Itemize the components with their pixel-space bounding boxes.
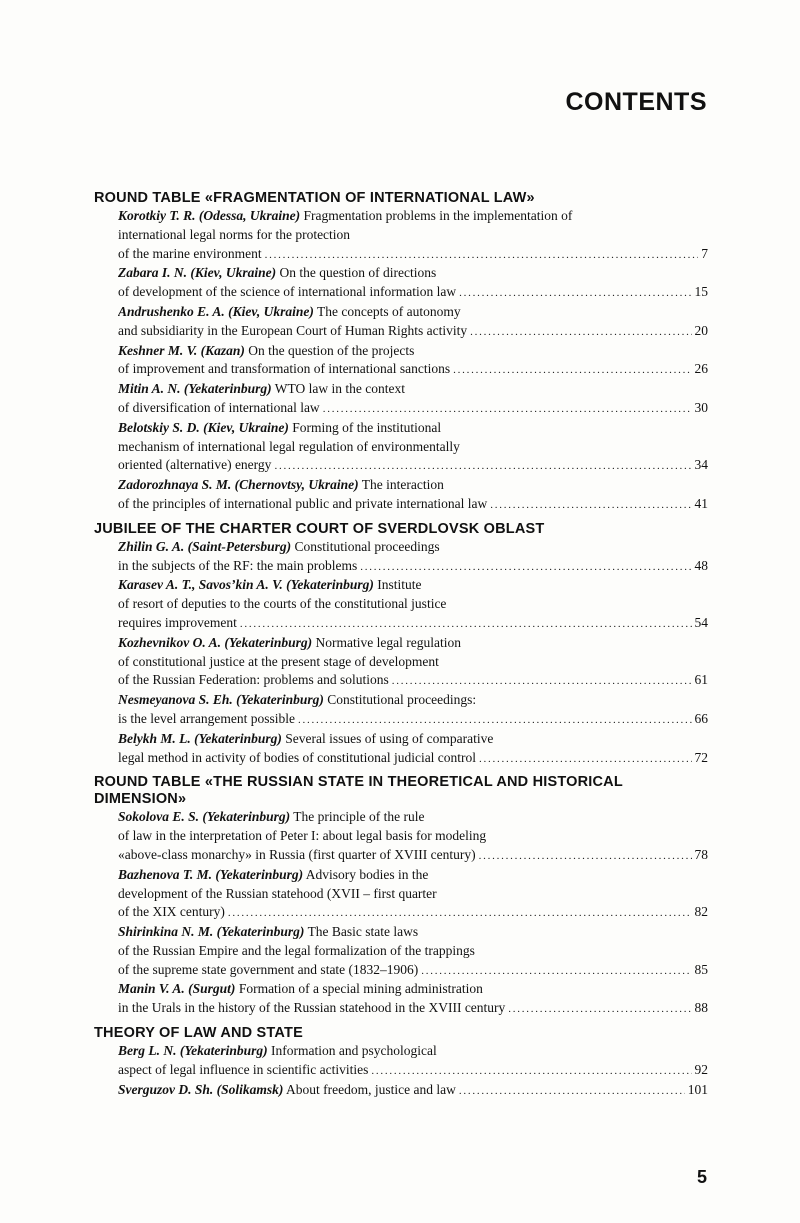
toc-entry[interactable] (118, 576, 708, 633)
entry-title-line: of development of the science of international information law (118, 284, 457, 300)
toc-entry[interactable] (118, 980, 708, 1019)
entry-title-line: of diversification of international law (118, 399, 320, 415)
entry-title-line: The principle of the rule (293, 809, 425, 825)
toc-entry[interactable] (118, 303, 708, 342)
section-title: THEORY OF LAW AND STATE (94, 1025, 303, 1042)
entry-author: Berg L. N. (Yekaterinburg) (118, 1043, 268, 1059)
entry-author: Shirinkina N. M. (Yekaterinburg) (118, 924, 305, 940)
toc-entry[interactable] (118, 1081, 708, 1101)
entry-title-line: Several issues of using of comparative (285, 730, 494, 746)
table-of-contents (94, 190, 708, 1106)
toc-entry[interactable] (118, 923, 708, 980)
section-title: ROUND TABLE «FRAGMENTATION OF INTERNATIONAL LAW» (94, 190, 535, 206)
entry-author: Belykh M. L. (Yekaterinburg) (118, 730, 282, 746)
dot-leader (392, 672, 692, 691)
entry-author: Manin V. A. (Surgut) (118, 981, 236, 997)
entry-title-line: On the question of the projects (248, 342, 415, 358)
entry-title-line: of law in the interpretation of Peter I: about legal basis for modeling (118, 828, 487, 844)
entry-page-number: 82 (694, 904, 708, 920)
entry-title-line: Normative legal regulation (315, 634, 461, 650)
entry-author: Kozhevnikov O. A. (Yekaterinburg) (118, 634, 313, 650)
toc-section (94, 1025, 708, 1100)
entry-author: Keshner M. V. (Kazan) (118, 342, 245, 358)
entry-page-number: 88 (694, 1000, 708, 1016)
dot-leader (421, 962, 691, 981)
entry-author: Sverguzov D. Sh. (Solikamsk) (118, 1081, 284, 1097)
entry-title-line: of the Russian Empire and the legal formalization of the trappings (118, 942, 475, 958)
entry-page-number: 85 (694, 961, 708, 977)
entry-title-line: Forming of the institutional (292, 419, 442, 435)
entry-author: Belotskiy S. D. (Kiev, Ukraine) (118, 419, 289, 435)
entry-title-line: WTO law in the context (274, 381, 406, 397)
toc-section (94, 521, 708, 769)
dot-leader (265, 246, 699, 265)
entry-title-line: The interaction (361, 477, 444, 493)
entry-page-number: 78 (694, 846, 708, 862)
entry-author: Sokolova E. S. (Yekaterinburg) (118, 809, 291, 825)
dot-leader (479, 750, 691, 769)
entry-page-number: 92 (694, 1061, 708, 1077)
toc-entry[interactable] (118, 730, 708, 769)
entry-page-number: 20 (694, 322, 708, 338)
entry-title-line: Advisory bodies in the (305, 866, 429, 882)
dot-leader (323, 400, 692, 419)
dot-leader (298, 711, 692, 730)
entry-page-number: 15 (694, 284, 708, 300)
entry-title-line: About freedom, justice and law (286, 1081, 456, 1097)
entry-title-line: Fragmentation problems in the implementation of (303, 208, 573, 223)
entry-author: Bazhenova T. M. (Yekaterinburg) (118, 866, 304, 882)
toc-entry[interactable] (118, 691, 708, 730)
toc-entry[interactable] (118, 866, 708, 923)
entry-page-number: 7 (701, 245, 708, 261)
entry-title-line: legal method in activity of bodies of constitutional judicial control (118, 749, 477, 765)
entry-author: Andrushenko E. A. (Kiev, Ukraine) (118, 303, 314, 319)
entry-title-line: in the Urals in the history of the Russian statehood in the XVIII century (118, 1000, 506, 1016)
toc-entry[interactable] (118, 634, 708, 691)
page-number: 5 (696, 1167, 707, 1187)
dot-leader (490, 496, 691, 515)
dot-leader (360, 558, 691, 577)
entry-author: Zabara I. N. (Kiev, Ukraine) (118, 265, 277, 281)
entry-title-line: development of the Russian statehood (XVII – first quarter (118, 885, 437, 901)
toc-entry[interactable] (118, 1042, 708, 1081)
entry-title-line: mechanism of international legal regulation of environmentally (118, 438, 460, 454)
toc-section (94, 774, 708, 1019)
toc-entry[interactable] (118, 808, 708, 865)
dot-leader (459, 1082, 685, 1101)
entry-title-line: and subsidiarity in the European Court of Human Rights activity (118, 322, 468, 338)
entry-title-line: Information and psychological (271, 1043, 437, 1059)
dot-leader (228, 904, 692, 923)
entry-title-line: The concepts of autonomy (317, 303, 461, 319)
entry-title-line: Constitutional proceedings: (327, 692, 477, 708)
entry-page-number: 54 (694, 614, 708, 630)
entry-title-line: of the marine environment (118, 245, 262, 261)
entry-page-number: 30 (694, 399, 708, 415)
toc-entry[interactable] (118, 380, 708, 419)
toc-entry[interactable] (118, 476, 708, 515)
entry-title-line: The Basic state laws (307, 924, 419, 940)
toc-entry[interactable] (118, 419, 708, 476)
dot-leader (479, 847, 692, 866)
entry-author: Karasev A. T., Savos’kin A. V. (Yekaterinburg) (118, 577, 374, 593)
toc-section (94, 190, 708, 515)
dot-leader (459, 284, 691, 303)
dot-leader (453, 361, 691, 380)
entry-title-line: of the supreme state government and state (1832–1906) (118, 961, 419, 977)
entry-title-line: requires improvement (118, 614, 237, 630)
entry-title-line: in the subjects of the RF: the main problems (118, 557, 358, 573)
entry-page-number: 41 (694, 495, 708, 511)
entry-page-number: 101 (687, 1081, 708, 1097)
entry-title-line: is the level arrangement possible (118, 710, 295, 726)
entry-title-line: oriented (alternative) energy (118, 457, 272, 473)
entry-title-line: of the Russian Federation: problems and solutions (118, 672, 389, 688)
entry-author: Zhilin G. A. (Saint-Petersburg) (118, 538, 292, 554)
toc-entry[interactable] (118, 342, 708, 381)
entry-author: Nesmeyanova S. Eh. (Yekaterinburg) (118, 692, 324, 708)
entry-page-number: 34 (694, 457, 708, 473)
entry-title-line: On the question of directions (279, 265, 437, 281)
entry-title-line: Constitutional proceedings (294, 538, 440, 554)
entry-page-number: 26 (694, 361, 708, 377)
entry-page-number: 72 (694, 749, 708, 765)
entry-title-line: Institute (377, 577, 422, 593)
dot-leader (470, 323, 691, 342)
entry-title-line: of constitutional justice at the present stage of development (118, 653, 439, 669)
dot-leader (274, 457, 691, 476)
entry-title-line: international legal norms for the protection (118, 226, 351, 242)
toc-entry[interactable] (118, 538, 708, 577)
entry-title-line: of improvement and transformation of international sanctions (118, 361, 451, 377)
dot-leader (240, 615, 692, 634)
entry-title-line: «above-class monarchy» in Russia (first quarter of XVIII century) (118, 846, 476, 862)
page-title: CONTENTS (565, 88, 707, 116)
toc-entry[interactable] (118, 264, 708, 303)
toc-entry[interactable] (118, 207, 708, 264)
entry-page-number: 66 (694, 710, 708, 726)
section-title: ROUND TABLE «THE RUSSIAN STATE IN THEORETICAL AND HISTORICAL DIMENSION» (94, 774, 623, 808)
entry-title-line: Formation of a special mining administration (238, 981, 483, 997)
dot-leader (508, 1000, 691, 1019)
entry-title-line: aspect of legal influence in scientific activities (118, 1061, 369, 1077)
entry-page-number: 61 (694, 672, 708, 688)
entry-author: Mitin A. N. (Yekaterinburg) (118, 381, 272, 397)
entry-author: Korotkiy T. R. (Odessa, Ukraine) (118, 208, 301, 223)
entry-title-line: of the XIX century) (118, 904, 225, 920)
entry-page-number: 48 (694, 557, 708, 573)
section-title: JUBILEE OF THE CHARTER COURT OF SVERDLOVSK OBLAST (94, 520, 545, 537)
dot-leader (371, 1062, 691, 1081)
entry-title-line: of resort of deputies to the courts of the constitutional justice (118, 596, 447, 612)
entry-title-line: of the principles of international public and private international law (118, 495, 488, 511)
entry-author: Zadorozhnaya S. M. (Chernovtsy, Ukraine) (118, 477, 359, 493)
